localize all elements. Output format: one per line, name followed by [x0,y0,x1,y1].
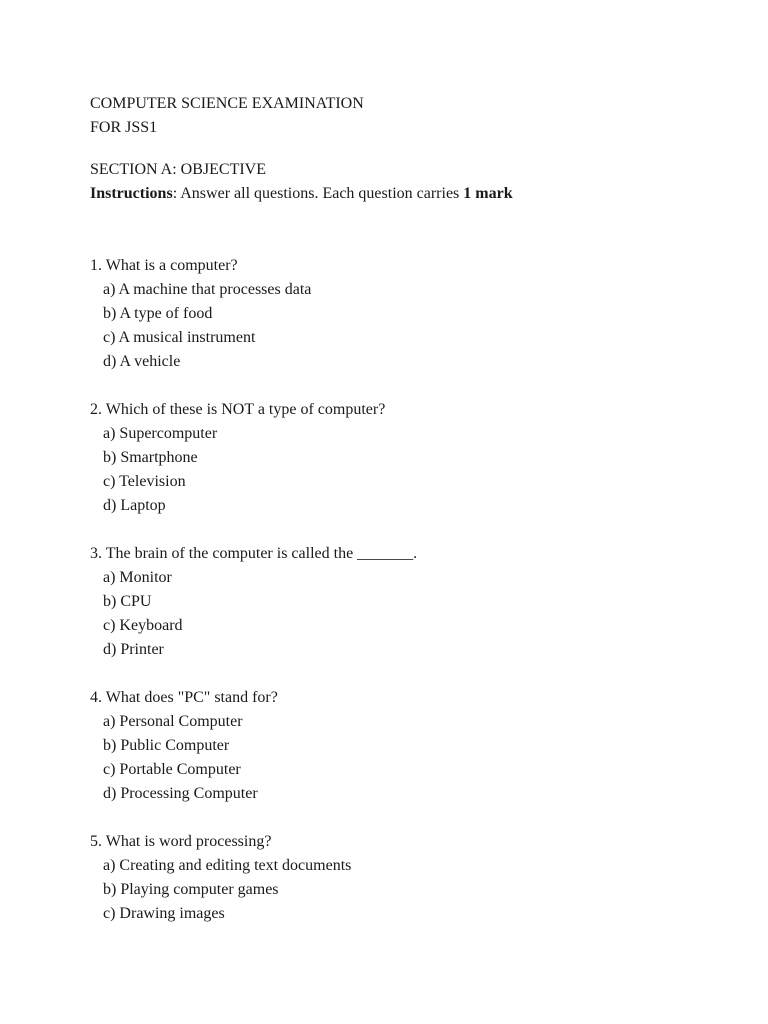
option: c) Keyboard [103,617,183,634]
option: d) Processing Computer [103,785,258,802]
option: b) Smartphone [103,449,198,466]
instructions-mark: 1 mark [463,185,513,202]
question-text: 3. The brain of the computer is called the _______. [90,545,418,562]
option: d) Printer [103,641,164,658]
option: c) A musical instrument [103,329,256,346]
option: b) A type of food [103,305,213,322]
option: a) A machine that processes data [103,281,312,298]
instructions [90,182,730,206]
question-4 [90,686,730,806]
option: a) Creating and editing text documents [103,857,352,874]
question-text: 1. What is a computer? [90,257,238,274]
option: a) Supercomputer [103,425,218,442]
option: d) Laptop [103,497,166,514]
exam-class: FOR JSS1 [90,119,158,136]
exam-title: COMPUTER SCIENCE EXAMINATION [90,95,364,112]
option: b) Playing computer games [103,881,279,898]
option: c) Portable Computer [103,761,241,778]
option: d) A vehicle [103,353,181,370]
instructions-text: : Answer all questions. Each question carries [172,185,464,202]
question-1 [90,254,730,374]
section-heading: SECTION A: OBJECTIVE [90,161,266,178]
question-text: 5. What is word processing? [90,833,272,850]
question-text: 2. Which of these is NOT a type of computer? [90,401,386,418]
question-2 [90,398,730,518]
option: b) CPU [103,593,152,610]
question-3 [90,542,730,662]
question-5 [90,830,730,926]
option: a) Personal Computer [103,713,243,730]
option: c) Television [103,473,186,490]
document-body [90,92,730,926]
question-text: 4. What does "PC" stand for? [90,689,278,706]
option: b) Public Computer [103,737,230,754]
option: c) Drawing images [103,905,225,922]
instructions-label: Instructions [90,185,173,202]
option: a) Monitor [103,569,172,586]
